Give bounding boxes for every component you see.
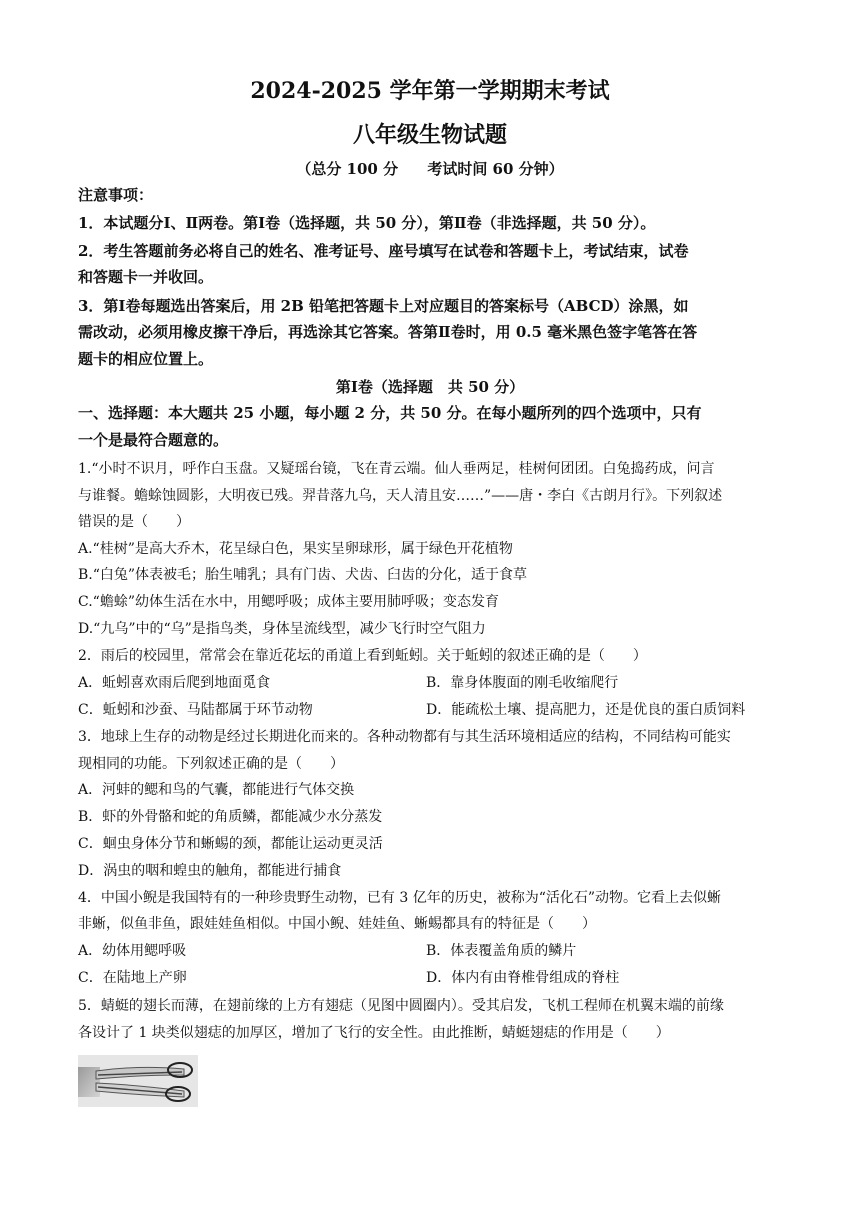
question-3-option-c: C．蛔虫身体分节和蜥蜴的颈，都能让运动更灵活 [78, 836, 383, 852]
question-4-option-a: A．幼体用鳃呼吸 [78, 943, 187, 959]
question-1-option-a: A.“桂树”是高大乔木，花呈绿白色，果实呈卵球形，属于绿色开花植物 [78, 541, 513, 557]
question-1-stem: 与谁餐。蟾蜍蚀圆影，大明夜已残。羿昔落九乌，天人清且安……”——唐・李白《古朗月行》。下列叙述 [78, 488, 723, 504]
notice-line: 2．考生答题前务必将自己的姓名、准考证号、座号填写在试卷和答题卡上，考试结束，试卷 [78, 242, 689, 260]
question-4-option-d: D．体内有由脊椎骨组成的脊柱 [426, 970, 620, 986]
section-title: 第Ⅰ卷（选择题 共 50 分） [335, 378, 525, 396]
notice-line: 和答题卡一并收回。 [78, 268, 214, 286]
total-score: （总分 100 分 [296, 160, 399, 178]
question-1-option-d: D.“九乌”中的“乌”是指鸟类，身体呈流线型，减少飞行时空气阻力 [78, 621, 486, 637]
question-1-stem: 错误的是（ ） [78, 514, 190, 530]
question-3-option-a: A．河蚌的鳃和鸟的气囊，都能进行气体交换 [78, 782, 355, 798]
question-5-stem: 5．蜻蜓的翅长而薄，在翅前缘的上方有翅痣（见图中圆圈内）。受其启发，飞机工程师在机翼末端的前缘 [78, 998, 724, 1014]
question-5-stem: 各设计了 1 块类似翅痣的加厚区，增加了飞行的安全性。由此推断，蜻蜓翅痣的作用是（ ） [78, 1025, 670, 1041]
question-4-stem: 4．中国小鲵是我国特有的一种珍贵野生动物，已有 3 亿年的历史，被称为“活化石”动物。它看上去似蜥 [78, 890, 722, 906]
question-3-stem: 现相同的功能。下列叙述正确的是（ ） [78, 756, 344, 772]
notice-heading: 注意事项： [78, 186, 154, 204]
question-2-option-a: A．蚯蚓喜欢雨后爬到地面觅食 [78, 675, 271, 691]
question-2-stem: 2．雨后的校园里，常常会在靠近花坛的甬道上看到蚯蚓。关于蚯蚓的叙述正确的是（ ） [78, 648, 647, 664]
section-intro: 一个是最符合题意的。 [78, 431, 229, 449]
question-1-option-c: C.“蟾蜍”幼体生活在水中，用鳃呼吸；成体主要用肺呼吸；变态发育 [78, 594, 499, 610]
notice-line: 3．第Ⅰ卷每题选出答案后，用 2B 铅笔把答题卡上对应题目的答案标号（ABCD）涂黑，如 [78, 297, 689, 315]
question-3-stem: 3．地球上生存的动物是经过长期进化而来的。各种动物都有与其生活环境相适应的结构，不同结构可能实 [78, 729, 731, 745]
exam-time: 考试时间 60 分钟） [427, 160, 564, 178]
question-1-stem: 1.“小时不识月，呼作白玉盘。又疑瑶台镜，飞在青云端。仙人垂两足，桂树何团团。白兔捣药成，问言 [78, 461, 715, 477]
question-1-option-b: B.“白兔”体表被毛；胎生哺乳；具有门齿、犬齿、臼齿的分化，适于食草 [78, 567, 528, 583]
question-2-option-d: D．能疏松土壤、提高肥力，还是优良的蛋白质饲料 [426, 702, 746, 718]
exam-subtitle: 八年级生物试题 [352, 122, 507, 148]
question-3-option-b: B．虾的外骨骼和蛇的角质鳞，都能减少水分蒸发 [78, 809, 383, 825]
exam-title: 2024-2025 学年第一学期期末考试 [250, 78, 610, 104]
notice-line: 需改动，必须用橡皮擦干净后，再选涂其它答案。答第Ⅱ卷时，用 0.5 毫米黑色签字笔答在答 [78, 323, 698, 341]
question-4-option-b: B．体表覆盖角质的鳞片 [426, 943, 577, 959]
question-4-option-c: C．在陆地上产卵 [78, 970, 187, 986]
exam-meta [0, 158, 860, 179]
notice-line: 题卡的相应位置上。 [78, 350, 214, 368]
section-intro: 一、选择题：本大题共 25 小题，每小题 2 分，共 50 分。在每小题所列的四个选项中，只有 [78, 404, 702, 422]
question-4-stem: 非蜥，似鱼非鱼，跟娃娃鱼相似。中国小鲵、娃娃鱼、蜥蜴都具有的特征是（ ） [78, 916, 596, 932]
question-2-option-b: B．靠身体腹面的刚毛收缩爬行 [426, 675, 619, 691]
question-2-option-c: C．蚯蚓和沙蚕、马陆都属于环节动物 [78, 702, 313, 718]
question-3-option-d: D．涡虫的咽和蝗虫的触角，都能进行捕食 [78, 863, 342, 879]
dragonfly-wing-figure [78, 1055, 198, 1107]
notice-line: 1．本试题分Ⅰ、Ⅱ两卷。第Ⅰ卷（选择题，共 50 分），第Ⅱ卷（非选择题，共 50 分）。 [78, 214, 656, 232]
